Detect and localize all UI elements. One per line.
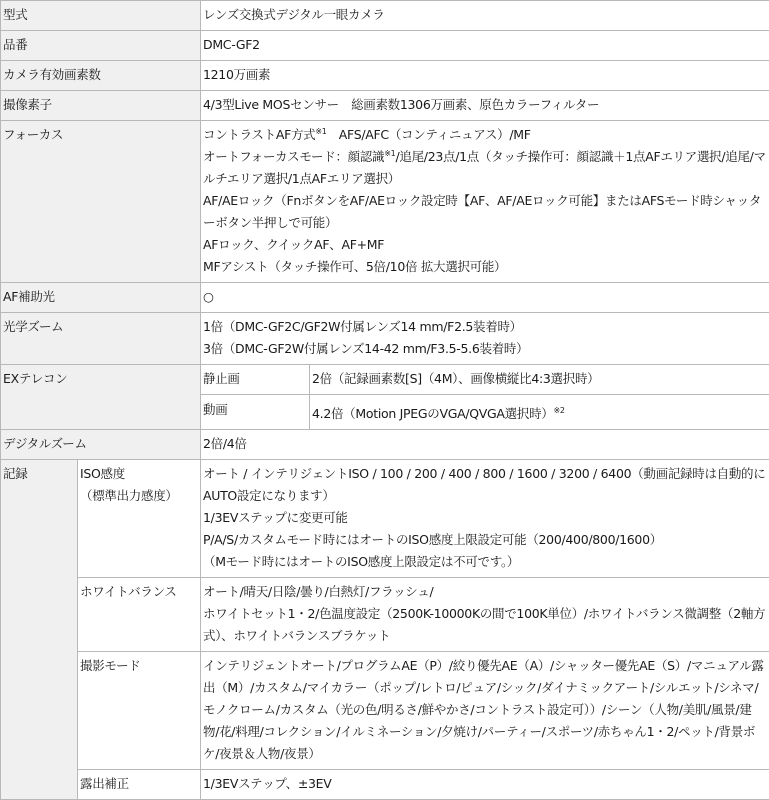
label-model-type: 型式 <box>1 1 201 31</box>
focus-line-3: AF/AEロック（FnボタンをAF/AEロック設定時【AF、AF/AEロック可能】またはAFSモード時シャッターボタン半押しで可能） <box>203 190 767 234</box>
row-sensor <box>1 91 769 121</box>
focus-line-2 <box>203 146 767 190</box>
label-af-assist: AF補助光 <box>1 283 201 313</box>
label-recording: 記録 <box>1 460 78 800</box>
white-balance-line-2: ホワイトセット1・2/色温度設定（2500K-10000Kの間で100K単位）/ホワイトバランス微調整（2軸方式）、ホワイトバランスブラケット <box>203 603 767 647</box>
value-optical-zoom <box>201 313 769 365</box>
value-focus <box>201 121 769 283</box>
value-model-type: レンズ交換式デジタル一眼カメラ <box>201 1 769 31</box>
iso-label-line-2: （標準出力感度） <box>80 485 198 507</box>
ex-tele-video-text: 4.2倍（Motion JPEGのVGA/QVGA選択時） <box>312 406 553 421</box>
footnote-mark: ※2 <box>553 406 564 415</box>
row-recording-white-balance <box>1 578 769 652</box>
iso-line-2: 1/3EVステップに変更可能 <box>203 507 767 529</box>
label-focus: フォーカス <box>1 121 201 283</box>
label-ex-tele: EXテレコン <box>1 365 201 430</box>
value-product-number: DMC-GF2 <box>201 31 769 61</box>
value-digital-zoom: 2倍/4倍 <box>201 430 769 460</box>
focus-line-1 <box>203 124 767 146</box>
label-effective-pixels: カメラ有効画素数 <box>1 61 201 91</box>
row-model-type <box>1 1 769 31</box>
label-optical-zoom: 光学ズーム <box>1 313 201 365</box>
row-recording-shooting-mode <box>1 652 769 770</box>
label-product-number: 品番 <box>1 31 201 61</box>
white-balance-line-1: オート/晴天/日陰/曇り/白熱灯/フラッシュ/ <box>203 581 767 603</box>
iso-line-4: （Mモード時にはオートのISO感度上限設定は不可です。） <box>203 551 767 573</box>
row-effective-pixels <box>1 61 769 91</box>
optical-zoom-line-1: 1倍（DMC-GF2C/GF2W付属レンズ14 mm/F2.5装着時） <box>203 316 767 338</box>
label-white-balance: ホワイトバランス <box>78 578 201 652</box>
footnote-mark: ※1 <box>384 149 395 158</box>
ex-tele-still-label: 静止画 <box>201 365 310 395</box>
label-digital-zoom: デジタルズーム <box>1 430 201 460</box>
focus-line-4: AFロック、クイックAF、AF+MF <box>203 234 767 256</box>
row-af-assist <box>1 283 769 313</box>
value-af-assist: ○ <box>201 283 769 313</box>
footnote-mark: ※1 <box>315 127 326 136</box>
value-effective-pixels: 1210万画素 <box>201 61 769 91</box>
row-product-number <box>1 31 769 61</box>
focus-af-method: コントラストAF方式 <box>203 127 315 142</box>
focus-af-modes: AFS/AFC（コンティニュアス）/MF <box>327 127 531 142</box>
label-shooting-mode: 撮影モード <box>78 652 201 770</box>
label-exposure-comp: 露出補正 <box>78 770 201 800</box>
row-recording-iso <box>1 460 769 578</box>
optical-zoom-line-2: 3倍（DMC-GF2W付属レンズ14-42 mm/F3.5-5.6装着時） <box>203 338 767 360</box>
label-iso <box>78 460 201 578</box>
iso-line-1: オート / インテリジェントISO / 100 / 200 / 400 / 800 / 1600 / 3200 / 6400（動画記録時は自動的にAUTO設定になります） <box>203 463 767 507</box>
label-sensor: 撮像素子 <box>1 91 201 121</box>
focus-autofocus-mode-label: オートフォーカスモード：顔認識 <box>203 149 384 164</box>
row-ex-tele-still <box>1 365 769 395</box>
ex-tele-video-value <box>310 395 769 430</box>
row-digital-zoom <box>1 430 769 460</box>
iso-label-line-1: ISO感度 <box>80 463 198 485</box>
value-white-balance <box>201 578 769 652</box>
row-optical-zoom <box>1 313 769 365</box>
iso-line-3: P/A/S/カスタムモード時にはオートのISO感度上限設定可能（200/400/800/1600） <box>203 529 767 551</box>
value-sensor: 4/3型Live MOSセンサー 総画素数1306万画素、原色カラーフィルター <box>201 91 769 121</box>
value-exposure-comp: 1/3EVステップ、±3EV <box>201 770 769 800</box>
focus-autofocus-modes: /追尾/23点/1点（タッチ操作可：顔認識＋1点AFエリア選択/追尾/マルチエリア選択/1点AFエリア選択） <box>203 149 766 186</box>
row-focus <box>1 121 769 283</box>
ex-tele-video-label: 動画 <box>201 395 310 430</box>
focus-line-5: MFアシスト（タッチ操作可、5倍/10倍 拡大選択可能） <box>203 256 767 278</box>
value-iso <box>201 460 769 578</box>
ex-tele-still-value: 2倍（記録画素数[S]（4M）、画像横縦比4:3選択時） <box>310 365 769 395</box>
value-shooting-mode: インテリジェントオート/プログラムAE（P）/絞り優先AE（A）/シャッター優先AE（S）/マニュアル露出（M）/カスタム/マイカラー（ポップ/レトロ/ピュア/シック/ダイナミックアート/シルエット/シネマ/モノクローム/カスタム（光の色/明るさ/鮮やかさ/コントラスト設定可））/シーン（人物/美肌/風景/建物/花/料理/コレクション/イルミネーション/夕焼け/パーティー/スポーツ/赤ちゃん1・2/ペット/背景ボケ/夜景＆人物/夜景） <box>201 652 769 770</box>
